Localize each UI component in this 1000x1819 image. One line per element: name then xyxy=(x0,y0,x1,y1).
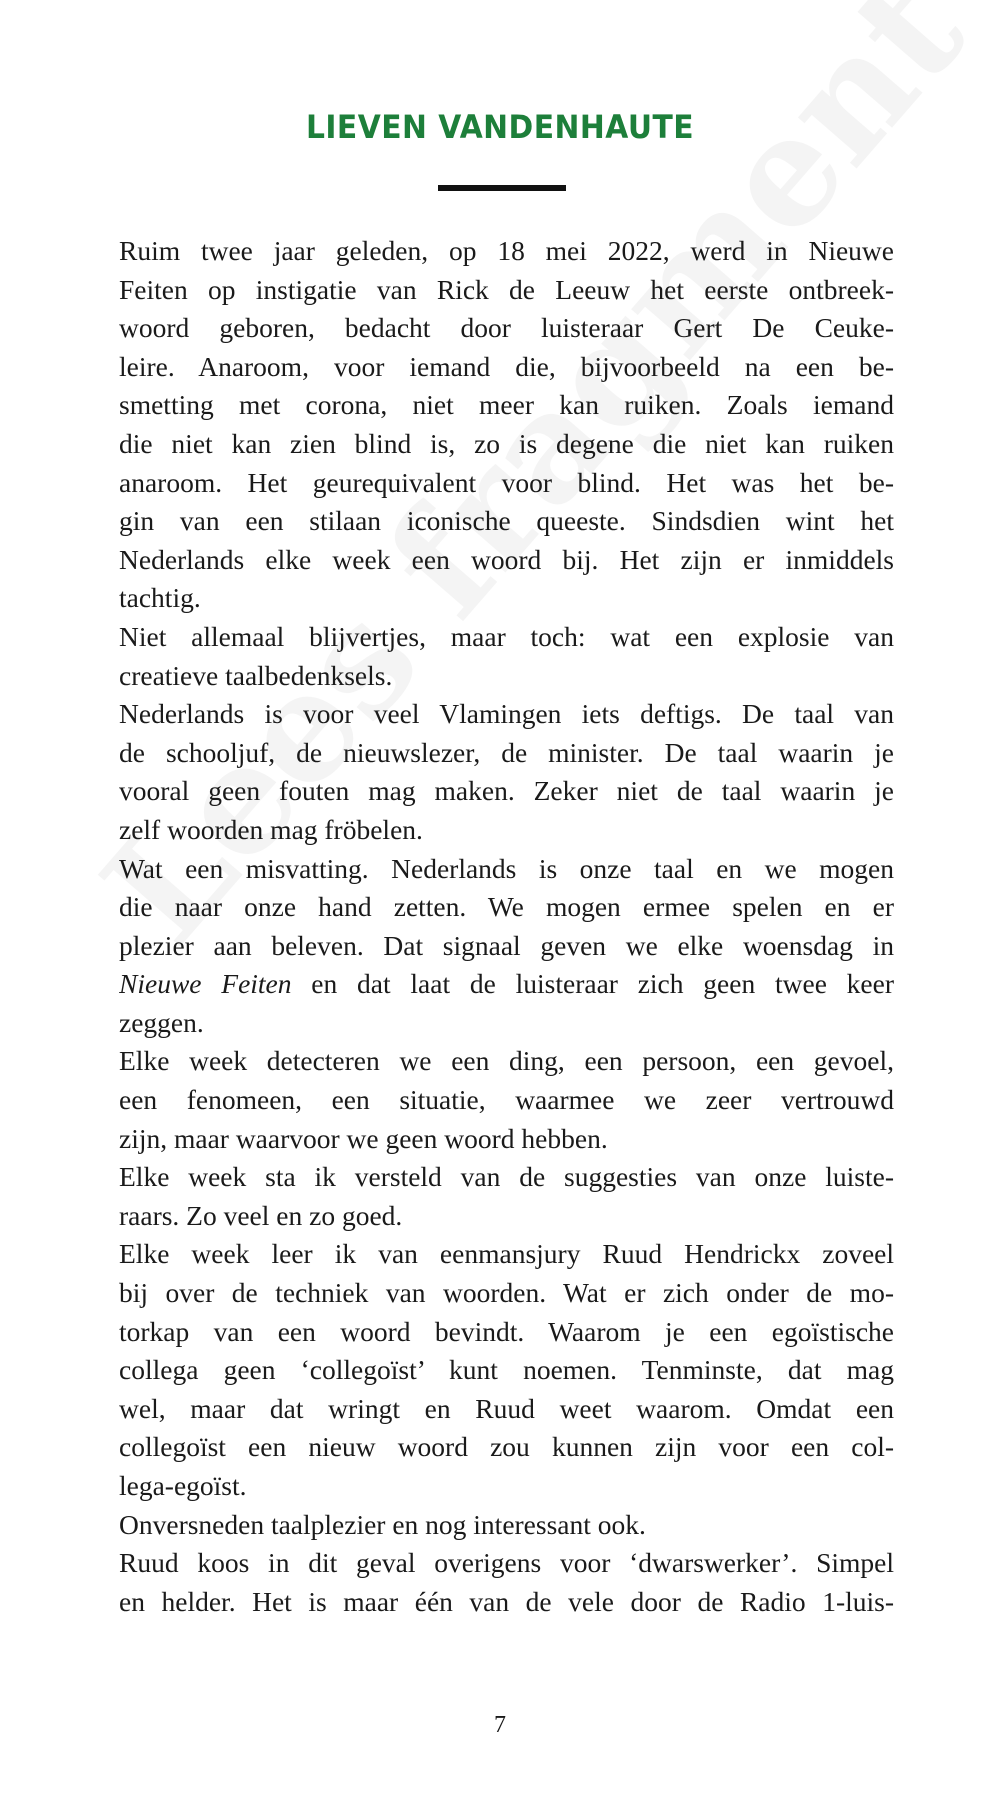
italic-title: Nieuwe Feiten xyxy=(119,968,292,1000)
text-line: zeggen. xyxy=(119,1006,204,1038)
text-line: raars. Zo veel en zo goed. xyxy=(119,1199,403,1231)
text-line: Niet allemaal blijvertjes, maar toch: wat een explosie van xyxy=(119,620,894,652)
text-line: die niet kan zien blind is, zo is degene die niet kan ruiken xyxy=(119,427,894,459)
text-line: lega-egoïst. xyxy=(119,1470,247,1501)
text-line: Nederlands elke week een woord bij. Het zijn er inmiddels xyxy=(119,543,894,575)
text-line: Elke week leer ik van eenmansjury Ruud Hendrickx zoveel xyxy=(119,1238,894,1270)
text-line: leire. Anaroom, voor iemand die, bijvoorbeeld na een be- xyxy=(119,350,894,382)
text-line: collegoïst een nieuw woord zou kunnen zijn voor een col- xyxy=(119,1431,894,1463)
page-number: 7 xyxy=(494,1712,506,1738)
text-line: woord geboren, bedacht door luisteraar Gert De Ceuke- xyxy=(119,312,894,344)
body-text xyxy=(119,232,894,1621)
text-line: smetting met corona, niet meer kan ruiken. Zoals iemand xyxy=(119,389,894,421)
author-heading: LIEVEN VANDENHAUTE xyxy=(305,108,695,146)
text-line: anaroom. Het geurequivalent voor blind. Het was het be- xyxy=(119,466,894,498)
text-line: die naar onze hand zetten. We mogen ermee spelen en er xyxy=(119,891,894,923)
text-line: de schooljuf, de nieuwslezer, de minister. De taal waarin je xyxy=(119,736,894,768)
text-line: plezier aan beleven. Dat signaal geven we elke woensdag in xyxy=(119,929,894,961)
text-line: zijn, maar waarvoor we geen woord hebben. xyxy=(119,1122,608,1154)
text-line: en helder. Het is maar één van de vele door de Radio 1-luis- xyxy=(119,1585,894,1617)
text-line: collega geen ‘collegoïst’ kunt noemen. Tenminste, dat mag xyxy=(119,1354,894,1386)
text-line: Nederlands is voor veel Vlamingen iets deftigs. De taal van xyxy=(119,698,894,730)
text-line: Feiten op instigatie van Rick de Leeuw het eerste ontbreek- xyxy=(119,273,894,305)
text-line: wel, maar dat wringt en Ruud weet waarom. Omdat een xyxy=(119,1392,894,1424)
text-line: zelf woorden mag fröbelen. xyxy=(119,813,423,845)
text-line-rest: en dat laat de luisteraar zich geen twee keer xyxy=(311,968,894,1000)
text-line: Ruim twee jaar geleden, op 18 mei 2022, werd in Nieuwe xyxy=(119,235,894,266)
text-line: bij over de techniek van woorden. Wat er zich onder de mo- xyxy=(119,1277,894,1309)
text-line: Elke week sta ik versteld van de suggesties van onze luiste- xyxy=(119,1161,894,1193)
text-line: Ruud koos in dit geval overigens voor ‘dwarswerker’. Simpel xyxy=(119,1547,894,1579)
text-line: torkap van een woord bevindt. Waarom je een egoïstische xyxy=(119,1315,894,1347)
text-line: een fenomeen, een situatie, waarmee we zeer vertrouwd xyxy=(119,1084,894,1116)
text-line: Elke week detecteren we een ding, een persoon, een gevoel, xyxy=(119,1045,894,1077)
text-line: vooral geen fouten mag maken. Zeker niet de taal waarin je xyxy=(119,775,894,807)
text-line: Wat een misvatting. Nederlands is onze taal en we mogen xyxy=(119,852,894,884)
text-line: gin van een stilaan iconische queeste. Sindsdien wint het xyxy=(119,505,894,537)
text-line-with-title xyxy=(119,965,894,1004)
text-line: creatieve taalbedenksels. xyxy=(119,659,393,691)
heading-divider xyxy=(438,185,566,191)
text-line: tachtig. xyxy=(119,582,201,614)
text-line: Onversneden taalplezier en nog interessant ook. xyxy=(119,1508,646,1540)
